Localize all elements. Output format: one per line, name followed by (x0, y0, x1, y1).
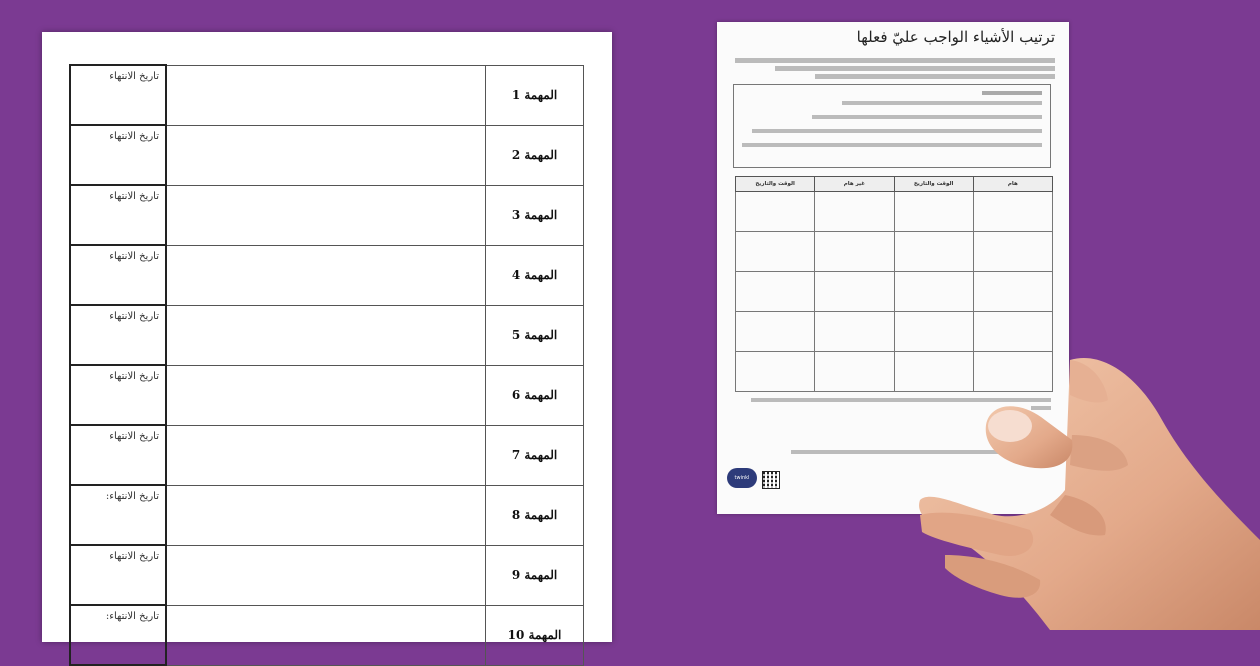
task-number-label: المهمة 7 (486, 425, 584, 485)
due-date-label: تاريخ الانتهاء: (70, 485, 166, 545)
table-row (70, 365, 584, 425)
due-date-label: تاريخ الانتهاء (70, 305, 166, 365)
table-row (70, 425, 584, 485)
table-row (70, 605, 584, 665)
intro-text-placeholder (735, 56, 1055, 79)
table-row (70, 125, 584, 185)
due-date-label: تاريخ الانتهاء (70, 65, 166, 125)
task-description-cell (166, 305, 486, 365)
task-number-label: المهمة 3 (486, 185, 584, 245)
task-number-label: المهمة 9 (486, 545, 584, 605)
due-date-label: تاريخ الانتهاء (70, 245, 166, 305)
grid-column-header: هام (973, 177, 1052, 192)
task-number-label: المهمة 8 (486, 485, 584, 545)
task-number-label: المهمة 10 (486, 605, 584, 665)
grid-column-header: غير هام (815, 177, 894, 192)
instructions-box (733, 84, 1051, 168)
task-description-cell (166, 545, 486, 605)
task-description-cell (166, 485, 486, 545)
task-number-label: المهمة 4 (486, 245, 584, 305)
worksheet-title: ترتيب الأشياء الواجب عليّ فعلها (856, 28, 1055, 46)
table-row (70, 305, 584, 365)
due-date-label: تاريخ الانتهاء (70, 425, 166, 485)
instruction-line (812, 115, 1042, 119)
task-table (69, 64, 584, 666)
task-list-worksheet (42, 32, 612, 642)
task-description-cell (166, 365, 486, 425)
due-date-label: تاريخ الانتهاء (70, 185, 166, 245)
hand-illustration (900, 340, 1260, 630)
task-number-label: المهمة 5 (486, 305, 584, 365)
task-description-cell (166, 425, 486, 485)
twinkl-logo: twinkl (727, 468, 757, 488)
task-number-label: المهمة 2 (486, 125, 584, 185)
instruction-line (752, 129, 1042, 133)
task-description-cell (166, 605, 486, 665)
due-date-label: تاريخ الانتهاء (70, 365, 166, 425)
table-row (70, 545, 584, 605)
grid-column-header: الوقت والتاريخ (894, 177, 973, 192)
table-row (70, 485, 584, 545)
task-number-label: المهمة 1 (486, 65, 584, 125)
qr-code-icon (763, 472, 779, 488)
due-date-label: تاريخ الانتهاء: (70, 605, 166, 665)
task-description-cell (166, 125, 486, 185)
task-description-cell (166, 245, 486, 305)
due-date-label: تاريخ الانتهاء (70, 545, 166, 605)
task-number-label: المهمة 6 (486, 365, 584, 425)
instructions-heading-placeholder (982, 91, 1042, 95)
table-row (70, 65, 584, 125)
thumbnail-shape (988, 410, 1032, 442)
table-row (70, 245, 584, 305)
task-description-cell (166, 65, 486, 125)
instruction-line (842, 101, 1042, 105)
grid-column-header: الوقت والتاريخ (736, 177, 815, 192)
table-row (70, 185, 584, 245)
task-description-cell (166, 185, 486, 245)
due-date-label: تاريخ الانتهاء (70, 125, 166, 185)
instruction-line (742, 143, 1042, 147)
